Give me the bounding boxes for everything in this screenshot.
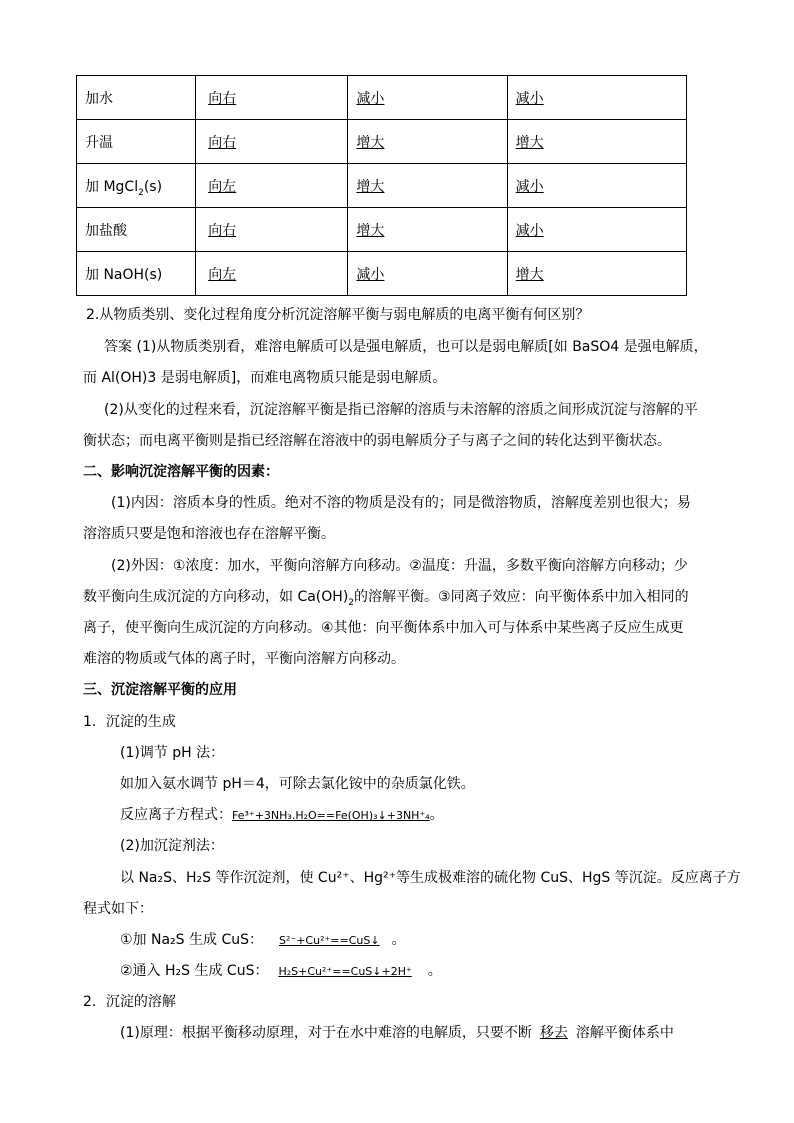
text: 溶解平衡体系中	[575, 1025, 674, 1041]
subscript: 2	[348, 597, 355, 608]
equation-label: ②通入 H₂S 生成 CuS：	[120, 963, 269, 979]
answer-text: 向左	[208, 266, 237, 283]
subheading: 1．沉淀的生成	[83, 714, 176, 730]
shift-cell	[196, 208, 348, 252]
answer-text: 减小	[515, 90, 544, 107]
answer-text: 向左	[208, 178, 237, 195]
answer-text: 减小	[356, 90, 385, 107]
shift-cell	[196, 252, 348, 296]
paragraph-line: 程式如下：	[83, 901, 153, 917]
value-cell	[507, 164, 686, 208]
text: (1)原理：根据平衡移动原理，对于在水中难溶的电解质，只要不断	[120, 1025, 532, 1041]
equation-label: 反应离子方程式：	[120, 807, 232, 823]
shift-cell	[196, 164, 348, 208]
method-title: (1)调节 pH 法：	[120, 745, 225, 761]
paragraph-line	[83, 588, 689, 606]
section-heading: 二、影响沉淀溶解平衡的因素：	[83, 464, 279, 480]
table-row	[77, 120, 687, 164]
equation-line	[120, 806, 444, 825]
answer-text: 向右	[208, 134, 237, 151]
paragraph-line: 如加入氨水调节 pH＝4，可除去氯化铵中的杂质氯化铁。	[120, 776, 475, 792]
equilibrium-shift-table	[76, 75, 687, 296]
text: 的溶解平衡。③同离子效应：向平衡体系中加入相同的	[354, 589, 689, 605]
value-cell	[348, 208, 507, 252]
answer-text: 增大	[356, 134, 385, 151]
answer-text: 减小	[356, 266, 385, 283]
answer-text: 增大	[515, 134, 544, 151]
answer-text: 向右	[208, 90, 237, 107]
shift-cell	[196, 120, 348, 164]
table-row	[77, 76, 687, 120]
answer-text: 增大	[356, 222, 385, 239]
equation-label: ①加 Na₂S 生成 CuS：	[120, 932, 263, 948]
condition-text: 加 MgCl	[85, 178, 139, 195]
method-title: (2)加沉淀剂法：	[120, 838, 224, 854]
paragraph-line	[120, 1024, 674, 1042]
paragraph-line: (1)内因：溶质本身的性质。绝对不溶的物质是没有的；同是微溶物质，溶解度差别也很大；易	[111, 495, 691, 511]
value-cell	[348, 120, 507, 164]
punctuation: 。	[427, 963, 442, 979]
paragraph-line: (2)外因：①浓度：加水，平衡向溶解方向移动。②温度：升温，多数平衡向溶解方向移动；少	[111, 558, 688, 574]
value-cell	[507, 76, 686, 120]
question-2: 2.从物质类别、变化过程角度分析沉淀溶解平衡与弱电解质的电离平衡有何区别？	[86, 307, 590, 323]
condition-cell: 加 NaOH(s)	[77, 252, 196, 296]
condition-cell	[77, 164, 196, 208]
section-heading: 三、沉淀溶解平衡的应用	[83, 682, 237, 698]
ionic-equation: H₂S+Cu²⁺==CuS↓+2H⁺	[278, 965, 412, 978]
paragraph-line: 以 Na₂S、H₂S 等作沉淀剂，使 Cu²⁺、Hg²⁺等生成极难溶的硫化物 CuS、HgS 等沉淀。反应离子方	[120, 870, 741, 886]
table-row	[77, 252, 687, 296]
condition-cell: 加水	[77, 76, 196, 120]
value-cell	[348, 164, 507, 208]
condition-text: (s)	[143, 178, 163, 195]
subscript: 2	[138, 187, 144, 198]
answer-text: 减小	[515, 178, 544, 195]
equation-line	[120, 962, 442, 981]
paragraph-line: 溶溶质只要是饱和溶液也存在溶解平衡。	[83, 526, 335, 542]
condition-cell: 加盐酸	[77, 208, 196, 252]
answer-line: (2)从变化的过程来看，沉淀溶解平衡是指已溶解的溶质与未溶解的溶质之间形成沉淀与溶解的平	[104, 402, 698, 418]
value-cell	[507, 252, 686, 296]
equation-line	[120, 931, 406, 950]
ionic-equation: Fe³⁺+3NH₃.H₂O==Fe(OH)₃↓+3NH⁺₄	[232, 809, 430, 822]
answer-text: 减小	[515, 222, 544, 239]
punctuation: 。	[391, 932, 406, 948]
fill-blank-answer: 移去	[539, 1025, 568, 1041]
shift-cell	[196, 76, 348, 120]
answer-line: 衡状态；而电离平衡则是指已经溶解在溶液中的弱电解质分子与离子之间的转化达到平衡状态。	[83, 433, 671, 449]
answer-line: 而 Al(OH)3 是弱电解质]，而难电离物质只能是弱电解质。	[83, 370, 447, 386]
answer-line: 答案 (1)从物质类别看，难溶电解质可以是强电解质，也可以是弱电解质[如 BaSO4 是强电解质，	[104, 339, 708, 355]
paragraph-line: 难溶的物质或气体的离子时，平衡向溶解方向移动。	[83, 651, 405, 667]
answer-text: 向右	[208, 222, 237, 239]
answer-text: 增大	[515, 266, 544, 283]
table-row	[77, 208, 687, 252]
value-cell	[507, 120, 686, 164]
answer-text: 增大	[356, 178, 385, 195]
punctuation: 。	[429, 807, 444, 823]
condition-cell: 升温	[77, 120, 196, 164]
text: 数平衡向生成沉淀的方向移动，如 Ca(OH)	[83, 589, 349, 605]
ionic-equation: S²⁻+Cu²⁺==CuS↓	[279, 934, 380, 947]
subheading: 2．沉淀的溶解	[83, 994, 176, 1010]
table-row	[77, 164, 687, 208]
value-cell	[348, 252, 507, 296]
value-cell	[348, 76, 507, 120]
paragraph-line: 离子，使平衡向生成沉淀的方向移动。④其他：向平衡体系中加入可与体系中某些离子反应生成更	[83, 620, 684, 636]
value-cell	[507, 208, 686, 252]
